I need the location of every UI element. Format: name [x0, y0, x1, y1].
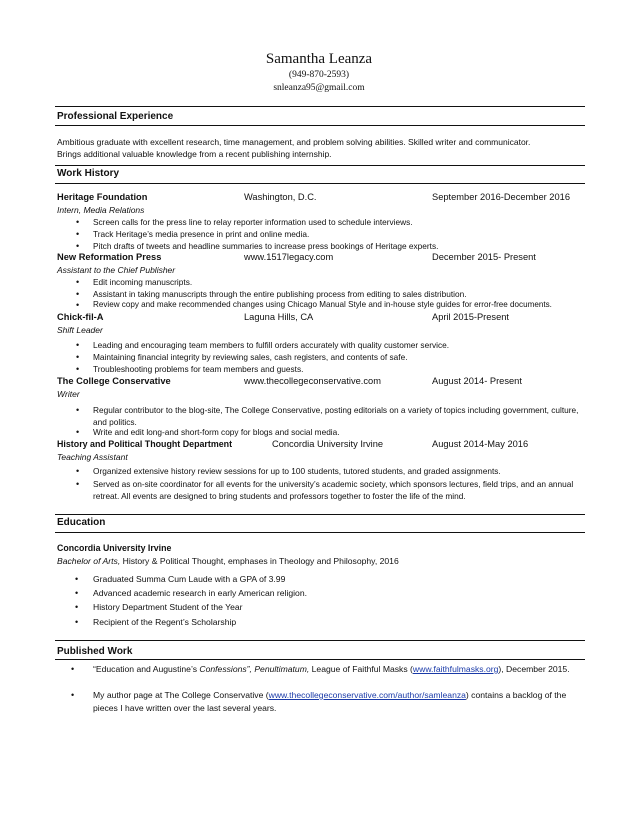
job-location: Concordia University Irvine: [272, 439, 384, 449]
bullet-icon: •: [76, 241, 80, 251]
job-dates: April 2015-Present: [432, 312, 509, 322]
job-role: Shift Leader: [57, 325, 103, 335]
section-divider: [55, 125, 585, 126]
job-bullet: • Track Heritage’s media presence in print and online media.: [76, 229, 310, 239]
job-dates: August 2014-May 2016: [432, 439, 529, 449]
candidate-name: Samantha Leanza: [265, 51, 373, 67]
bullet-icon: •: [76, 300, 80, 310]
degree-line: Bachelor of Arts, History & Political Thought, emphases in Theology and Philosophy, 2016: [57, 556, 399, 566]
bullet-icon: •: [76, 364, 80, 374]
bullet-icon: •: [76, 217, 80, 227]
author-page-link[interactable]: www.thecollegeconservative.com/author/samleanza: [268, 690, 466, 700]
job-bullet: • Regular contributor to the blog-site, The College Conservative, posting editorials on a variety of topics including government, culture, and politics.: [76, 405, 579, 427]
bullet-icon: •: [75, 588, 79, 598]
section-heading-work: Work History: [57, 168, 120, 179]
education-bullet: • Recipient of the Regent’s Scholarship: [75, 617, 237, 627]
bullet-icon: •: [71, 664, 75, 674]
email-address: snleanza95@gmail.com: [273, 83, 365, 93]
section-divider: [55, 183, 585, 184]
job-bullet: • Write and edit long-and short-form copy for blogs and social media.: [76, 427, 340, 437]
job-bullet: • Edit incoming manuscripts.: [76, 277, 193, 287]
section-divider: [55, 640, 585, 641]
section-divider: [55, 165, 585, 166]
summary-line-2: Brings additional valuable knowledge from a recent publishing internship.: [57, 149, 332, 159]
bullet-icon: •: [75, 617, 79, 627]
job-role: Writer: [57, 389, 80, 399]
bullet-icon: •: [76, 479, 80, 489]
faithfulmasks-link[interactable]: www.faithfulmasks.org: [412, 664, 499, 674]
job-organization: History and Political Thought Department: [57, 439, 233, 449]
education-bullet: • Advanced academic research in early American religion.: [75, 588, 307, 598]
education-bullet: • Graduated Summa Cum Laude with a GPA of 3.99: [75, 574, 286, 584]
job-location: www.1517legacy.com: [244, 252, 334, 262]
section-divider: [55, 106, 585, 107]
job-dates: September 2016-December 2016: [432, 192, 570, 202]
job-organization: The College Conservative: [57, 376, 171, 386]
summary-line-1: Ambitious graduate with excellent research, time management, and problem solving abilities. Skilled writer and communicator.: [57, 137, 531, 147]
bullet-icon: •: [76, 277, 80, 287]
job-bullet: • Assistant in taking manuscripts through the entire publishing process from editing to sales distribution.: [76, 289, 467, 299]
job-location: www.thecollegeconservative.com: [244, 376, 381, 386]
bullet-icon: •: [76, 340, 80, 350]
job-bullet: • Review copy and make recommended changes using Chicago Manual Style and in-house style guides for error-free documents.: [76, 300, 552, 310]
job-location: Washington, D.C.: [244, 192, 317, 202]
phone-number: (949-870-2593): [288, 70, 350, 80]
section-divider: [55, 532, 585, 533]
job-bullet: • Served as on-site coordinator for all events for the university’s academic society, which sponsors lectures, field trips, and an annual retreat. All events are designed to bring students and professors together to foster the life of the mind.: [76, 479, 574, 501]
job-dates: August 2014- Present: [432, 376, 522, 386]
job-bullet: • Troubleshooting problems for team members and guests.: [76, 364, 304, 374]
job-location: Laguna Hills, CA: [244, 312, 314, 322]
job-role: Teaching Assistant: [57, 452, 128, 462]
job-organization: Chick-fil-A: [57, 312, 104, 322]
school-name: Concordia University Irvine: [57, 543, 172, 553]
bullet-icon: •: [75, 574, 79, 584]
bullet-icon: •: [76, 405, 80, 415]
section-heading-professional: Professional Experience: [57, 111, 174, 122]
job-organization: Heritage Foundation: [57, 192, 148, 202]
job-role: Intern, Media Relations: [57, 205, 145, 215]
bullet-icon: •: [76, 427, 80, 437]
section-heading-education: Education: [57, 517, 106, 528]
job-bullet: • Screen calls for the press line to relay reporter information used to schedule interviews.: [76, 217, 413, 227]
job-dates: December 2015- Present: [432, 252, 536, 262]
job-bullet: • Leading and encouraging team members to fulfill orders accurately with quality customer service.: [76, 340, 450, 350]
section-divider: [55, 659, 585, 660]
bullet-icon: •: [76, 229, 80, 239]
bullet-icon: •: [76, 466, 80, 476]
published-item: • My author page at The College Conservative (www.thecollegeconservative.com/author/samleanza) contains a backlog of the pieces I have written over the last several years.: [71, 690, 567, 713]
section-divider: [55, 514, 585, 515]
published-item: • “Education and Augustine’s Confessions”, Penultimatum, League of Faithful Masks (www.faithfulmasks.org), December 2015.: [71, 664, 570, 674]
job-bullet: • Organized extensive history review sessions for up to 100 students, tutored students, and graded assignments.: [76, 466, 501, 476]
bullet-icon: •: [76, 289, 80, 299]
job-bullet: • Pitch drafts of tweets and headline summaries to increase press bookings of Heritage experts.: [76, 241, 439, 251]
job-role: Assistant to the Chief Publisher: [57, 265, 176, 275]
job-bullet: • Maintaining financial integrity by reviewing sales, cash registers, and contents of safe.: [76, 352, 408, 362]
section-heading-published: Published Work: [57, 646, 133, 657]
bullet-icon: •: [76, 352, 80, 362]
bullet-icon: •: [71, 690, 75, 700]
job-organization: New Reformation Press: [57, 252, 162, 262]
bullet-icon: •: [75, 602, 79, 612]
education-bullet: • History Department Student of the Year: [75, 602, 243, 612]
